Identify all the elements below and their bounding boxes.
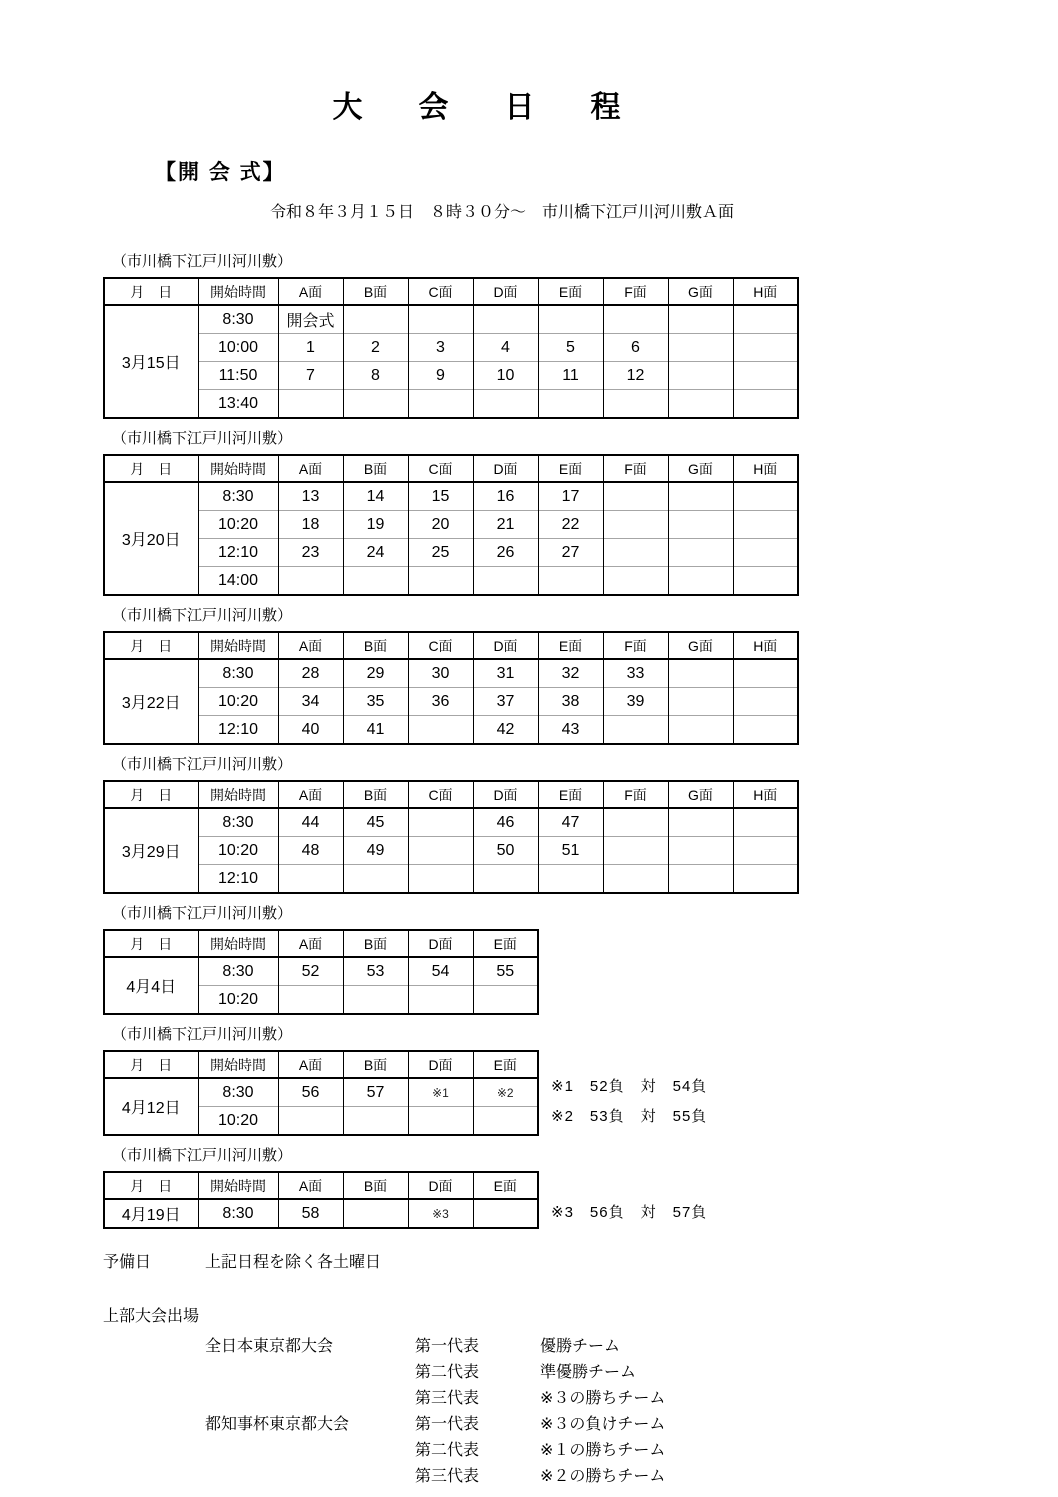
tournament-name: 全日本東京都大会 bbox=[205, 1338, 334, 1355]
reserve-day-label: 予備日 bbox=[103, 1254, 152, 1271]
game-number-cell: 31 bbox=[473, 659, 538, 688]
column-header: G面 bbox=[668, 455, 733, 482]
playoff-notes bbox=[551, 1198, 881, 1228]
column-header: D面 bbox=[408, 1172, 473, 1199]
column-header: E面 bbox=[473, 1172, 538, 1199]
game-number-cell bbox=[278, 986, 343, 1015]
column-header: D面 bbox=[473, 781, 538, 808]
start-time-cell: 8:30 bbox=[198, 808, 278, 837]
game-number-cell: 2 bbox=[343, 334, 408, 362]
game-number-cell bbox=[603, 716, 668, 745]
venue-label: （市川橋下江戸川河川敷） bbox=[112, 253, 293, 270]
qualifying-team: ※３の勝ちチーム bbox=[540, 1390, 666, 1407]
game-number-cell: 42 bbox=[473, 716, 538, 745]
game-number-cell: 50 bbox=[473, 837, 538, 865]
game-number-cell bbox=[278, 1107, 343, 1136]
representative-rank: 第三代表 bbox=[415, 1390, 480, 1407]
column-header: B面 bbox=[343, 632, 408, 659]
tournament-name bbox=[205, 1464, 415, 1490]
column-header: A面 bbox=[278, 930, 343, 957]
game-number-cell: 29 bbox=[343, 659, 408, 688]
game-number-cell: 41 bbox=[343, 716, 408, 745]
start-time-cell: 12:10 bbox=[198, 539, 278, 567]
game-number-cell: 38 bbox=[538, 688, 603, 716]
qualifying-team: ※３の負けチーム bbox=[540, 1416, 666, 1433]
qualifying-team: 準優勝チーム bbox=[540, 1364, 637, 1381]
game-number-cell: 57 bbox=[343, 1078, 408, 1107]
note-3: ※3 56負 対 57負 bbox=[551, 1204, 708, 1221]
game-number-cell: 9 bbox=[408, 362, 473, 390]
game-number-cell bbox=[408, 808, 473, 837]
column-header: B面 bbox=[343, 278, 408, 305]
advancement-row bbox=[103, 1438, 1058, 1464]
game-number-cell: 47 bbox=[538, 808, 603, 837]
game-number-cell bbox=[668, 511, 733, 539]
column-header: B面 bbox=[343, 930, 408, 957]
game-number-cell: ※1 bbox=[408, 1078, 473, 1107]
schedule-table-wrap bbox=[103, 277, 1058, 419]
game-number-cell: ※2 bbox=[473, 1078, 538, 1107]
schedule-section-5 bbox=[103, 904, 1058, 1015]
game-number-cell bbox=[668, 539, 733, 567]
advancement-row bbox=[103, 1386, 1058, 1412]
column-header: F面 bbox=[603, 632, 668, 659]
column-header: 月 日 bbox=[104, 1051, 198, 1078]
schedule-section-6 bbox=[103, 1025, 1058, 1136]
game-number-cell bbox=[538, 305, 603, 334]
column-header: 月 日 bbox=[104, 930, 198, 957]
game-number-cell bbox=[733, 334, 798, 362]
advancement-row bbox=[103, 1334, 1058, 1360]
game-number-cell bbox=[343, 390, 408, 419]
column-header: 開始時間 bbox=[198, 278, 278, 305]
schedule-table-wrap bbox=[103, 454, 1058, 596]
game-number-cell: 39 bbox=[603, 688, 668, 716]
game-number-cell bbox=[343, 1107, 408, 1136]
game-number-cell bbox=[343, 1199, 408, 1228]
column-header: 開始時間 bbox=[198, 1051, 278, 1078]
game-number-cell bbox=[668, 716, 733, 745]
column-header: D面 bbox=[473, 278, 538, 305]
column-header: 月 日 bbox=[104, 632, 198, 659]
game-number-cell: 4 bbox=[473, 334, 538, 362]
schedule-section-7 bbox=[103, 1146, 1058, 1229]
game-number-cell bbox=[473, 1107, 538, 1136]
column-header: H面 bbox=[733, 632, 798, 659]
game-number-cell bbox=[473, 390, 538, 419]
note-2: ※2 53負 対 55負 bbox=[551, 1108, 708, 1125]
game-number-cell bbox=[603, 567, 668, 596]
column-header: 開始時間 bbox=[198, 632, 278, 659]
date-cell: 4月19日 bbox=[104, 1199, 198, 1228]
column-header: D面 bbox=[473, 455, 538, 482]
date-cell: 4月4日 bbox=[104, 957, 198, 1014]
game-number-cell: 14 bbox=[343, 482, 408, 511]
game-number-cell bbox=[668, 482, 733, 511]
game-number-cell bbox=[603, 539, 668, 567]
game-number-cell: 23 bbox=[278, 539, 343, 567]
game-number-cell bbox=[473, 865, 538, 894]
column-header: B面 bbox=[343, 781, 408, 808]
game-number-cell: 44 bbox=[278, 808, 343, 837]
game-number-cell: 40 bbox=[278, 716, 343, 745]
game-number-cell: 52 bbox=[278, 957, 343, 986]
game-number-cell bbox=[668, 567, 733, 596]
game-number-cell: 37 bbox=[473, 688, 538, 716]
column-header: A面 bbox=[278, 781, 343, 808]
game-number-cell bbox=[408, 837, 473, 865]
game-number-cell bbox=[668, 865, 733, 894]
game-number-cell bbox=[603, 837, 668, 865]
game-number-cell: 19 bbox=[343, 511, 408, 539]
venue-label: （市川橋下江戸川河川敷） bbox=[112, 430, 293, 447]
column-header: A面 bbox=[278, 278, 343, 305]
start-time-cell: 10:20 bbox=[198, 986, 278, 1015]
column-header: E面 bbox=[538, 781, 603, 808]
game-number-cell bbox=[733, 808, 798, 837]
game-number-cell bbox=[408, 986, 473, 1015]
column-header: E面 bbox=[538, 278, 603, 305]
game-number-cell: 22 bbox=[538, 511, 603, 539]
start-time-cell: 10:20 bbox=[198, 688, 278, 716]
game-number-cell bbox=[733, 482, 798, 511]
game-number-cell: 35 bbox=[343, 688, 408, 716]
column-header: F面 bbox=[603, 781, 668, 808]
game-number-cell: 46 bbox=[473, 808, 538, 837]
game-number-cell: 58 bbox=[278, 1199, 343, 1228]
start-time-cell: 10:20 bbox=[198, 1107, 278, 1136]
schedule-table bbox=[103, 1171, 539, 1229]
game-number-cell: 12 bbox=[603, 362, 668, 390]
game-number-cell: 36 bbox=[408, 688, 473, 716]
column-header: C面 bbox=[408, 278, 473, 305]
game-number-cell bbox=[538, 567, 603, 596]
game-number-cell: ※3 bbox=[408, 1199, 473, 1228]
schedule-table bbox=[103, 1050, 539, 1136]
game-number-cell: 43 bbox=[538, 716, 603, 745]
date-cell: 3月15日 bbox=[104, 305, 198, 418]
schedule-table-wrap bbox=[103, 780, 1058, 894]
game-number-cell bbox=[408, 305, 473, 334]
game-number-cell bbox=[733, 716, 798, 745]
representative-rank: 第二代表 bbox=[415, 1442, 480, 1459]
start-time-cell: 8:30 bbox=[198, 1078, 278, 1107]
start-time-cell: 8:30 bbox=[198, 1199, 278, 1228]
game-number-cell bbox=[408, 716, 473, 745]
schedule-table-wrap bbox=[103, 1050, 1058, 1136]
column-header: G面 bbox=[668, 781, 733, 808]
game-number-cell bbox=[668, 808, 733, 837]
column-header: A面 bbox=[278, 455, 343, 482]
game-number-cell bbox=[733, 511, 798, 539]
game-number-cell: 5 bbox=[538, 334, 603, 362]
advancement-heading: 上部大会出場 bbox=[103, 1308, 200, 1325]
start-time-cell: 8:30 bbox=[198, 659, 278, 688]
advancement-list bbox=[103, 1334, 1058, 1490]
game-number-cell bbox=[668, 688, 733, 716]
game-number-cell bbox=[408, 567, 473, 596]
column-header: B面 bbox=[343, 1051, 408, 1078]
column-header: G面 bbox=[668, 632, 733, 659]
schedule-section-2 bbox=[103, 429, 1058, 596]
game-number-cell bbox=[733, 305, 798, 334]
date-cell: 4月12日 bbox=[104, 1078, 198, 1135]
schedule-table bbox=[103, 454, 799, 596]
start-time-cell: 11:50 bbox=[198, 362, 278, 390]
game-number-cell bbox=[278, 567, 343, 596]
game-number-cell bbox=[343, 986, 408, 1015]
game-number-cell bbox=[408, 865, 473, 894]
column-header: H面 bbox=[733, 781, 798, 808]
game-number-cell bbox=[733, 865, 798, 894]
reserve-day-value: 上記日程を除く各土曜日 bbox=[205, 1254, 382, 1271]
game-number-cell: 25 bbox=[408, 539, 473, 567]
game-number-cell bbox=[473, 567, 538, 596]
schedule-table-wrap bbox=[103, 631, 1058, 745]
game-number-cell: 6 bbox=[603, 334, 668, 362]
column-header: D面 bbox=[408, 930, 473, 957]
date-cell: 3月29日 bbox=[104, 808, 198, 893]
column-header: A面 bbox=[278, 1172, 343, 1199]
game-number-cell bbox=[603, 305, 668, 334]
column-header: E面 bbox=[538, 632, 603, 659]
game-number-cell bbox=[733, 390, 798, 419]
game-number-cell bbox=[668, 659, 733, 688]
game-number-cell: 26 bbox=[473, 539, 538, 567]
game-number-cell bbox=[733, 688, 798, 716]
game-number-cell: 1 bbox=[278, 334, 343, 362]
advancement-row bbox=[103, 1464, 1058, 1490]
column-header: E面 bbox=[538, 455, 603, 482]
date-cell: 3月20日 bbox=[104, 482, 198, 595]
game-number-cell bbox=[278, 865, 343, 894]
game-number-cell: 11 bbox=[538, 362, 603, 390]
game-number-cell: 55 bbox=[473, 957, 538, 986]
game-number-cell: 48 bbox=[278, 837, 343, 865]
game-number-cell bbox=[343, 567, 408, 596]
qualifying-team: ※１の勝ちチーム bbox=[540, 1442, 666, 1459]
venue-label: （市川橋下江戸川河川敷） bbox=[112, 607, 293, 624]
game-number-cell: 54 bbox=[408, 957, 473, 986]
qualifying-team: ※２の勝ちチーム bbox=[540, 1468, 666, 1485]
game-number-cell bbox=[603, 865, 668, 894]
game-number-cell bbox=[603, 808, 668, 837]
column-header: C面 bbox=[408, 781, 473, 808]
start-time-cell: 10:00 bbox=[198, 334, 278, 362]
game-number-cell bbox=[473, 1199, 538, 1228]
game-number-cell bbox=[733, 362, 798, 390]
start-time-cell: 12:10 bbox=[198, 865, 278, 894]
game-number-cell: 28 bbox=[278, 659, 343, 688]
column-header: A面 bbox=[278, 1051, 343, 1078]
game-number-cell bbox=[733, 837, 798, 865]
reserve-day-row bbox=[103, 1253, 1058, 1273]
column-header: H面 bbox=[733, 278, 798, 305]
game-number-cell: 49 bbox=[343, 837, 408, 865]
start-time-cell: 13:40 bbox=[198, 390, 278, 419]
game-number-cell: 20 bbox=[408, 511, 473, 539]
game-number-cell bbox=[538, 390, 603, 419]
venue-label: （市川橋下江戸川河川敷） bbox=[112, 905, 293, 922]
game-number-cell bbox=[603, 390, 668, 419]
game-number-cell: 24 bbox=[343, 539, 408, 567]
game-number-cell bbox=[668, 390, 733, 419]
column-header: 開始時間 bbox=[198, 455, 278, 482]
column-header: 月 日 bbox=[104, 278, 198, 305]
game-number-cell: 34 bbox=[278, 688, 343, 716]
game-number-cell: 21 bbox=[473, 511, 538, 539]
game-number-cell bbox=[473, 986, 538, 1015]
game-number-cell: 16 bbox=[473, 482, 538, 511]
schedule-section-1 bbox=[103, 252, 1058, 419]
column-header: G面 bbox=[668, 278, 733, 305]
start-time-cell: 8:30 bbox=[198, 957, 278, 986]
game-number-cell: 51 bbox=[538, 837, 603, 865]
column-header: B面 bbox=[343, 455, 408, 482]
game-number-cell: 開会式 bbox=[278, 305, 343, 334]
game-number-cell: 33 bbox=[603, 659, 668, 688]
game-number-cell: 17 bbox=[538, 482, 603, 511]
game-number-cell: 30 bbox=[408, 659, 473, 688]
start-time-cell: 14:00 bbox=[198, 567, 278, 596]
game-number-cell: 56 bbox=[278, 1078, 343, 1107]
column-header: F面 bbox=[603, 278, 668, 305]
game-number-cell bbox=[733, 539, 798, 567]
schedule-table bbox=[103, 929, 539, 1015]
venue-label: （市川橋下江戸川河川敷） bbox=[112, 756, 293, 773]
game-number-cell bbox=[408, 1107, 473, 1136]
column-header: 月 日 bbox=[104, 1172, 198, 1199]
game-number-cell bbox=[343, 305, 408, 334]
game-number-cell bbox=[603, 482, 668, 511]
column-header: D面 bbox=[473, 632, 538, 659]
schedule-table-wrap bbox=[103, 929, 1058, 1015]
game-number-cell: 10 bbox=[473, 362, 538, 390]
game-number-cell: 13 bbox=[278, 482, 343, 511]
venue-label: （市川橋下江戸川河川敷） bbox=[112, 1026, 293, 1043]
game-number-cell bbox=[473, 305, 538, 334]
column-header: B面 bbox=[343, 1172, 408, 1199]
game-number-cell: 18 bbox=[278, 511, 343, 539]
tournament-name: 都知事杯東京都大会 bbox=[205, 1416, 350, 1433]
tournament-name bbox=[205, 1438, 415, 1464]
game-number-cell bbox=[538, 865, 603, 894]
column-header: 開始時間 bbox=[198, 1172, 278, 1199]
start-time-cell: 10:20 bbox=[198, 837, 278, 865]
game-number-cell: 3 bbox=[408, 334, 473, 362]
venue-label: （市川橋下江戸川河川敷） bbox=[112, 1147, 293, 1164]
opening-ceremony-datetime: 令和８年３月１５日 ８時３０分～ 市川橋下江戸川河川敷Ａ面 bbox=[270, 204, 735, 221]
schedule-table bbox=[103, 780, 799, 894]
tournament-name bbox=[205, 1360, 415, 1386]
column-header: C面 bbox=[408, 632, 473, 659]
schedule-section-4 bbox=[103, 755, 1058, 894]
game-number-cell bbox=[668, 362, 733, 390]
start-time-cell: 8:30 bbox=[198, 305, 278, 334]
tournament-name bbox=[205, 1386, 415, 1412]
date-cell: 3月22日 bbox=[104, 659, 198, 744]
game-number-cell bbox=[668, 837, 733, 865]
game-number-cell: 53 bbox=[343, 957, 408, 986]
column-header: 開始時間 bbox=[198, 781, 278, 808]
playoff-notes bbox=[551, 1072, 881, 1132]
game-number-cell bbox=[733, 567, 798, 596]
opening-ceremony-heading: 【開 会 式】 bbox=[155, 161, 286, 184]
representative-rank: 第三代表 bbox=[415, 1468, 480, 1485]
column-header: C面 bbox=[408, 455, 473, 482]
start-time-cell: 10:20 bbox=[198, 511, 278, 539]
game-number-cell bbox=[408, 390, 473, 419]
column-header: D面 bbox=[408, 1051, 473, 1078]
game-number-cell: 27 bbox=[538, 539, 603, 567]
game-number-cell bbox=[343, 865, 408, 894]
schedule-section-3 bbox=[103, 606, 1058, 745]
note-1: ※1 52負 対 54負 bbox=[551, 1078, 708, 1095]
game-number-cell: 7 bbox=[278, 362, 343, 390]
game-number-cell: 8 bbox=[343, 362, 408, 390]
qualifying-team: 優勝チーム bbox=[540, 1338, 621, 1355]
game-number-cell bbox=[603, 511, 668, 539]
schedule-table-wrap bbox=[103, 1171, 1058, 1229]
schedule-table bbox=[103, 277, 799, 419]
game-number-cell bbox=[278, 390, 343, 419]
column-header: A面 bbox=[278, 632, 343, 659]
column-header: F面 bbox=[603, 455, 668, 482]
column-header: 開始時間 bbox=[198, 930, 278, 957]
start-time-cell: 8:30 bbox=[198, 482, 278, 511]
representative-rank: 第二代表 bbox=[415, 1364, 480, 1381]
advancement-row bbox=[103, 1360, 1058, 1386]
game-number-cell bbox=[668, 334, 733, 362]
advancement-row bbox=[103, 1412, 1058, 1438]
game-number-cell bbox=[668, 305, 733, 334]
column-header: 月 日 bbox=[104, 455, 198, 482]
game-number-cell: 15 bbox=[408, 482, 473, 511]
column-header: 月 日 bbox=[104, 781, 198, 808]
game-number-cell bbox=[733, 659, 798, 688]
game-number-cell: 32 bbox=[538, 659, 603, 688]
column-header: H面 bbox=[733, 455, 798, 482]
page-title: 大 会 日 程 bbox=[332, 91, 634, 124]
start-time-cell: 12:10 bbox=[198, 716, 278, 745]
representative-rank: 第一代表 bbox=[415, 1416, 480, 1433]
game-number-cell: 45 bbox=[343, 808, 408, 837]
schedule-table bbox=[103, 631, 799, 745]
column-header: E面 bbox=[473, 1051, 538, 1078]
column-header: E面 bbox=[473, 930, 538, 957]
representative-rank: 第一代表 bbox=[415, 1338, 480, 1355]
